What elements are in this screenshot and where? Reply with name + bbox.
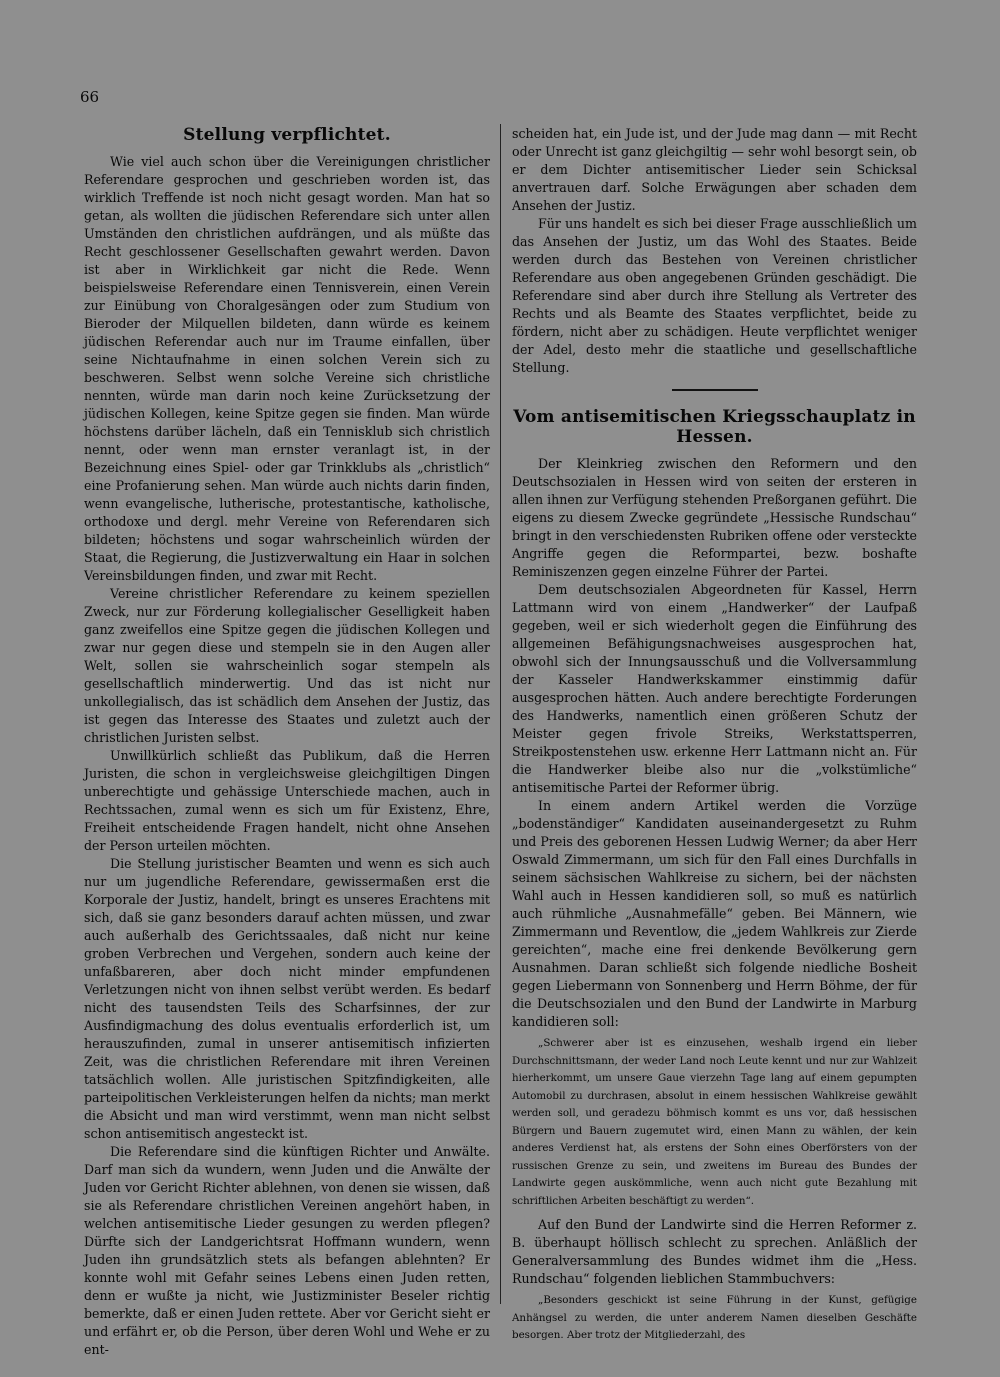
- page-number: 66: [80, 88, 100, 106]
- quotation: „Besonders geschickt ist seine Führung in der Kunst, gefügige Anhängsel zu werden, die unter anderem Namen dieselben Geschäfte besorgen. Aber trotz der Mitgliederzahl, des: [512, 1294, 917, 1341]
- column-divider: [500, 124, 501, 1304]
- quotation: „Schwerer aber ist es einzusehen, weshalb irgend ein lieber Durchschnittsmann, der weder Land noch Leute kennt und nur zur Wahlzeit hierherkommt, um unsere Gaue vierzehn Tage lang auf einem gepumpten Automobil zu durchrasen, absolut in einem hessischen Wahlkreise gewählt werden soll, und geradezu böhmisch kommt es uns vor, daß hessischen Bürgern und Bauern zugemutet wird, einen Mann zu wählen, der kein anderes Verdienst hat, als erstens der Sohn eines Oberförsters von der russischen Grenze zu sein, und zweitens im Bureau des Bundes der Landwirte gegen auskömmliche, wenn auch nicht gute Bezahlung mit schriftlichen Arbeiten beschäftigt zu werden“.: [512, 1037, 917, 1207]
- paragraph-continued: scheiden hat, ein Jude ist, und der Jude mag dann — mit Recht oder Unrecht ist ganz gleichgiltig — sehr wohl besorgt sein, ob er dem Dichter antisemitischer Lieder sein Schicksal anvertrauen darf. Solche Erwägungen aber schaden dem Ansehen der Justiz.: [512, 126, 917, 213]
- paragraph: Wie viel auch schon über die Vereinigungen christlicher Referendare gesprochen und geschrieben worden ist, das wirklich Treffende ist noch nicht gesagt worden. Man hat so getan, als wollten die jüdischen Referendare sich unter allen Umständen den christlichen aufdrängen, und als müßte das Recht geschlossener Gesellschaften gewahrt werden. Davon ist aber in Wirklichkeit gar nicht die Rede. Wenn beispielsweise Referendare einen Tennisverein, einen Verein zur Einübung von Choralgesängen oder zum Studium von Bieroder der Milquellen bildeten, dann würde es keinem jüdischen Referendar auch nur im Traume einfallen, über seine Nichtaufnahme in einen solchen Verein sich zu beschweren. Selbst wenn solche Vereine sich christliche nennten, würde man darin noch keine Zurücksetzung der jüdischen Kollegen, keine Spitze gegen sie finden. Man würde höchstens darüber lächeln, daß ein Tennisklub sich christlich nennt, oder wenn man ernster veranlagt ist, in der Bezeichnung eines Spiel- oder gar Trinkklubs als „christlich“ eine Profanierung sehen. Man würde auch nichts darin finden, wenn evangelische, lutherische, protestantische, katholische, orthodoxe und dergl. mehr Vereine von Referendaren sich bildeten; höchstens und sogar wahrscheinlich würden der Staat, die Regierung, die Justizverwaltung ein Haar in solchen Vereinsbildungen finden, und zwar mit Recht.: [84, 154, 490, 583]
- paragraph: Dem deutschsozialen Abgeordneten für Kassel, Herrn Lattmann wird von einem „Handwerker“ der Laufpaß gegeben, weil er sich wiederholt gegen die Einführung des allgemeinen Befähigungsnachweises ausgesprochen hat, obwohl sich der Innungsausschuß und die Vollversammlung der Kasseler Handwerkskammer einstimmig dafür ausgesprochen hätten. Auch andere berechtigte Forderungen des Handwerks, namentlich einen größeren Schutz der Meister gegen frivole Streiks, Werkstattsperren, Streikpostenstehen usw. erkenne Herr Lattmann nicht an. Für die Handwerker bleibe also nur die „volkstümliche“ antisemitische Partei der Reformer übrig.: [512, 582, 917, 795]
- paragraph: Unwillkürlich schließt das Publikum, daß die Herren Juristen, die schon in vergleichsweise gleichgiltigen Dingen unberechtigte und gehässige Unterschiede machen, auch in Rechtssachen, zumal wenn es sich um für Existenz, Ehre, Freiheit entscheidende Fragen handelt, nicht ohne Ansehen der Person urteilen möchten.: [84, 748, 490, 853]
- left-column: [84, 125, 490, 1359]
- paragraph: Die Referendare sind die künftigen Richter und Anwälte. Darf man sich da wundern, wenn Juden und die Anwälte der Juden vor Gericht Richter ablehnen, von denen sie wissen, daß sie als Referendare christlichen Vereinen angehört haben, in welchen antisemitische Lieder gesungen zu werden pflegen? Dürfte sich der Landgerichtsrat Hoffmann wundern, wenn Juden ihn grundsätzlich stets als befangen ablehnten? Er konnte wohl mit Gefahr seines Lebens einen Juden retten, denn er wußte ja nicht, wie Justizminister Beseler richtig bemerkte, daß er einen Juden rettete. Aber vor Gericht sieht er und erfährt er, ob die Person, über deren Wohl und Wehe er zu ent-: [84, 1144, 490, 1357]
- paragraph: Vereine christlicher Referendare zu keinem speziellen Zweck, nur zur Förderung kollegialischer Geselligkeit haben ganz zweifellos eine Spitze gegen die jüdischen Kollegen und zwar nur gegen diese und stempeln sie in den Augen aller Welt, sollen sie wahrscheinlich sogar stempeln als gesellschaftlich minderwertig. Und das ist nicht nur unkollegialisch, das ist schädlich dem Ansehen der Justiz, das ist gegen das Interesse des Staates und zuletzt auch der christlichen Juristen selbst.: [84, 586, 490, 745]
- right-column: [512, 125, 917, 1351]
- paragraph: Für uns handelt es sich bei dieser Frage ausschließlich um das Ansehen der Justiz, um das Wohl des Staates. Beide werden durch das Bestehen von Vereinen christlicher Referendare aus oben angegebenen Gründen geschädigt. Die Referendare sind aber durch ihre Stellung als Vertreter des Rechts und als Beamte des Staates verpflichtet, beide zu fördern, nicht aber zu schädigen. Heute verpflichtet weniger der Adel, desto mehr die staatliche und gesellschaftliche Stellung.: [512, 216, 917, 375]
- paragraph: Die Stellung juristischer Beamten und wenn es sich auch nur um jugendliche Referendare, gewissermaßen erst die Korporale der Justiz, handelt, bringt es unseres Erachtens mit sich, daß sie ganz besonders darauf achten müssen, und zwar auch außerhalb des Gerichtssaales, daß nicht nur keine groben Verbrechen und Vergehen, sondern auch keine der unfaßbareren, aber doch nicht minder empfundenen Verletzungen nicht von ihnen selbst verübt werden. Es bedarf nicht des tausendsten Teils des Scharfsinnes, der zur Ausfindigmachung des dolus eventualis erforderlich ist, um herauszufinden, zumal in unserer antisemitisch infizierten Zeit, was die christlichen Referendare mit ihren Vereinen tatsächlich wollen. Alle juristischen Spitzfindigkeiten, alle parteipolitischen Verkleisterungen helfen da nichts; man merkt die Absicht und man wird verstimmt, wenn man nicht selbst schon antisemitisch angesteckt ist.: [84, 856, 490, 1141]
- paragraph: Auf den Bund der Landwirte sind die Herren Reformer z. B. überhaupt höllisch schlecht zu sprechen. Anläßlich der Generalversammlung des Bundes widmet ihm die „Hess. Rundschau“ folgenden lieblichen Stammbuchvers:: [512, 1217, 917, 1286]
- paragraph: Der Kleinkrieg zwischen den Reformern und den Deutschsozialen in Hessen wird von seiten der ersteren in allen ihnen zur Verfügung stehenden Preßorganen geführt. Die eigens zu diesem Zwecke gegründete „Hessische Rundschau“ bringt in den verschiedensten Rubriken offene oder versteckte Angriffe gegen die Reformpartei, bezw. boshafte Reminiszenzen gegen einzelne Führer der Partei.: [512, 456, 917, 579]
- article-title: Stellung verpflichtet.: [183, 125, 391, 145]
- section-separator: [672, 389, 758, 391]
- article-title: Vom antisemitischen Kriegsschauplatz in Hessen.: [513, 407, 916, 447]
- quotation-block: [512, 1292, 917, 1345]
- quotation-block: [512, 1035, 917, 1210]
- paragraph: In einem andern Artikel werden die Vorzüge „bodenständiger“ Kandidaten auseinandergesetzt zu Ruhm und Preis des geborenen Hessen Ludwig Werner; da aber Herr Oswald Zimmermann, um sich für den Fall eines Durchfalls in seinem sächsischen Wahlkreise zu sichern, bei der nächsten Wahl auch in Hessen kandidieren soll, so muß es natürlich auch rühmliche „Ausnahmefälle“ geben. Bei Männern, wie Zimmermann und Reventlow, die „jedem Wahlkreis zur Zierde gereichten“, mache eine frei denkende Bevölkerung gern Ausnahmen. Daran schließt sich folgende niedliche Bosheit gegen Liebermann von Sonnenberg und Herrn Böhme, der für die Deutschsozialen und den Bund der Landwirte in Marburg kandidieren soll:: [512, 798, 917, 1029]
